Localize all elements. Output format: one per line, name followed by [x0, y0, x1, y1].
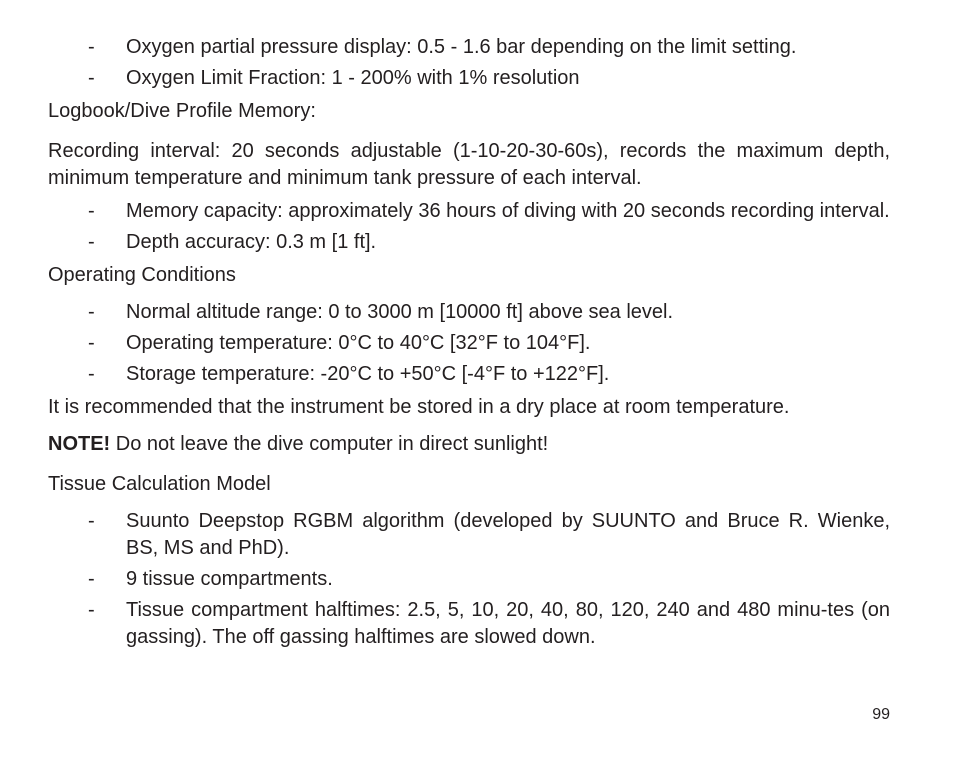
sunlight-note — [48, 431, 890, 458]
list-item-text: Oxygen partial pressure display: 0.5 - 1.6 bar depending on the limit setting. — [126, 36, 797, 58]
list-item — [48, 330, 890, 357]
page-content — [48, 34, 890, 655]
oxygen-spec-list — [48, 34, 890, 92]
list-item — [48, 566, 890, 593]
list-dash: - — [88, 332, 95, 354]
list-item — [48, 361, 890, 388]
list-dash: - — [88, 568, 95, 590]
list-dash: - — [88, 599, 95, 621]
list-item — [48, 198, 890, 225]
operating-heading: Operating Conditions — [48, 264, 236, 286]
list-item — [48, 34, 890, 61]
operating-spec-list — [48, 299, 890, 388]
storage-recommendation: It is recommended that the instrument be stored in a dry place at room temperature. — [48, 396, 790, 418]
tissue-spec-list — [48, 508, 890, 651]
list-dash: - — [88, 301, 95, 323]
list-item-text: Suunto Deepstop RGBM algorithm (developed by SUUNTO and Bruce R. Wienke, BS, MS and PhD). — [126, 510, 890, 559]
tissue-heading: Tissue Calculation Model — [48, 473, 271, 495]
list-item — [48, 299, 890, 326]
list-dash: - — [88, 67, 95, 89]
list-dash: - — [88, 363, 95, 385]
logbook-paragraph: Recording interval: 20 seconds adjustable (1-10-20-30-60s), records the maximum depth, minimum temperature and minimum tank pressure of each interval. — [48, 140, 890, 189]
list-item — [48, 597, 890, 651]
list-dash: - — [88, 231, 95, 253]
list-item-text: 9 tissue compartments. — [126, 568, 333, 590]
note-label: NOTE! — [48, 433, 111, 455]
list-item-text: Depth accuracy: 0.3 m [1 ft]. — [126, 231, 377, 253]
list-item — [48, 508, 890, 562]
list-item-text: Oxygen Limit Fraction: 1 - 200% with 1% resolution — [126, 67, 580, 89]
logbook-heading: Logbook/Dive Profile Memory: — [48, 100, 316, 122]
list-dash: - — [88, 510, 95, 532]
list-item-text: Memory capacity: approximately 36 hours of diving with 20 seconds recording interval. — [126, 200, 890, 222]
list-item — [48, 229, 890, 256]
list-item-text: Operating temperature: 0°C to 40°C [32°F to 104°F]. — [126, 332, 591, 354]
list-item-text: Tissue compartment halftimes: 2.5, 5, 10, 20, 40, 80, 120, 240 and 480 minu-tes (on gassing). The off gassing halftimes are slowed down. — [126, 599, 890, 648]
list-item-text: Normal altitude range: 0 to 3000 m [10000 ft] above sea level. — [126, 301, 674, 323]
note-text: Do not leave the dive computer in direct sunlight! — [110, 433, 549, 455]
logbook-spec-list — [48, 198, 890, 256]
page-number: 99 — [872, 706, 890, 723]
list-dash: - — [88, 36, 95, 58]
list-dash: - — [88, 200, 95, 222]
list-item — [48, 65, 890, 92]
list-item-text: Storage temperature: -20°C to +50°C [-4°F to +122°F]. — [126, 363, 610, 385]
